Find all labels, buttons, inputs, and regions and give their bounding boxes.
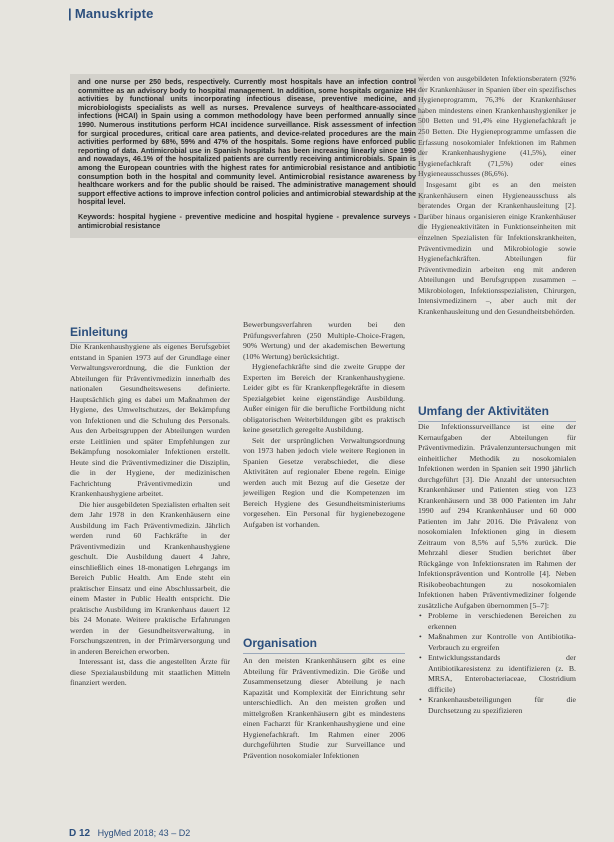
header-bar: | <box>68 6 72 21</box>
journal-citation: HygMed 2018; 43 – D2 <box>97 828 191 838</box>
column-einleitung <box>70 342 230 689</box>
column-umfang <box>418 422 576 716</box>
header-title: Manuskripte <box>74 6 154 21</box>
heading-organisation: Organisation <box>243 636 405 654</box>
heading-umfang: Umfang der Aktivitäten <box>418 404 576 422</box>
list-item: • Probleme in verschiedenen Bereichen zu erkennen <box>428 611 576 632</box>
right-top-paragraph-2: Insgesamt gibt es an den meisten Krankenhäusern einen Hygieneausschuss als beratendes Organ der Krankenhausleitung [2]. Darüber hinaus organisieren einige Krankenhäuser die Hygieneaktivitäten in Funktionseinheiten mit einzelnen Spezialisten für Infektionskrankheiten, Präventivmedizin und Mikrobiologie sowie Hygienefachkräften. Abteilungen für Präventivmedizin arbeiten eng mit anderen Abteilungen und Berufsgruppen zusammen – Mikrobiologen, Infektionsspezialisten, Chirurgen, Intensivmedizinern –, aber auch mit der Krankenhausleitung und den Gesundheitsbehörden. <box>418 179 576 317</box>
middle-paragraph-2: Hygienefachkräfte sind die zweite Gruppe der Experten im Bereich der Krankenhaushygiene. Leider gibt es für Krankenpflegekräfte in diesem Spezialgebiet keine eigenständige Ausbildung. Außer einigen für die berufliche Fortbildung nicht obligatorischen Weiterbildungen gibt es praktisch keine gesetzlich geregelte Ausbildung. <box>243 362 405 434</box>
section-header <box>68 6 154 21</box>
page-number: D 12 <box>69 828 91 839</box>
right-column-top <box>418 74 576 318</box>
column-middle <box>243 320 405 530</box>
einleitung-paragraph-1: Die Krankenhaushygiene als eigenes Berufsgebiet entstand in Spanien 1973 auf der Grundlage einer Verwaltungsverordnung, die die Funktion der Abteilungen für Präventivmedizin innerhalb des nationalen Gesundheitswesens definierte. Hauptsächlich ging es dabei um Maßnahmen der Hygiene, des Umweltschutzes, der Bekämpfung von Infektionen und die Schulung des Personals. Aus den Arbeitsgruppen der Abteilungen wurden erste Leitlinien und später Empfehlungen zur Bekämpfung nosokomialer Infektionen erstellt. Heute sind die Präventivmediziner die Disziplin, die in der Hygiene, der medizinischen Fachrichtung Präventivmedizin und Krankenhaushygiene arbeitet. <box>70 342 230 498</box>
column-organisation <box>243 656 405 761</box>
right-top-paragraph-1: werden von ausgebildeten Infektionsberatern (92% der Krankenhäuser in Spanien über ein spezifisches Hygieneprogramm, 76,3% der Krankenhäuser haben mindestens einen Krankenhaushygieniker je 500 Betten und 91,4% eine Hygienefachkraft je 250 Betten. Die Hygieneprogramme umfassen die Erfassung nosokomialer Infektionen im Rahmen der Krankenhaushygiene (41,5%), einer Hygienefachkraft (71,5%) oder eines Hygieneausschusses (86,6%). <box>418 74 576 179</box>
list-item: • Maßnahmen zur Kontrolle von Antibiotika-Verbrauch zu ergreifen <box>428 632 576 653</box>
abstract-box <box>70 74 424 238</box>
keywords-text: hospital hygiene - preventive medicine and hospital hygiene - prevalence surveys - antimicrobial resistance <box>78 211 417 230</box>
keywords-label: Keywords: <box>78 211 115 221</box>
umfang-list <box>418 611 576 716</box>
heading-einleitung: Einleitung <box>70 325 230 343</box>
middle-paragraph-1: Bewerbungsverfahren wurden bei den Prüfungsverfahren (250 Multiple-Choice-Fragen, 90% Wertung) und der akademischen Bewertung (10% Wertung) berücksichtigt. <box>243 320 405 361</box>
middle-paragraph-3: Seit der ursprünglichen Verwaltungsordnung von 1973 haben jedoch viele weitere Regionen in Spanien Gesetze verabschiedet, die diese Aktivitäten auf regionaler Ebene regeln. Einige werden auch mit Bezug auf die Gesetze der jeweiligen Region und die Kompetenzen im Bereich Hygiene des Gesundheitsministeriums vorgesehen. Ein Personal für hygienebezogene Aufgaben ist vorhanden. <box>243 435 405 529</box>
page-footer <box>69 828 190 839</box>
einleitung-paragraph-3: Interessant ist, dass die angestellten Ärzte für diese Spezialausbildung mit staatlichen Mitteln finanziert werden. <box>70 657 230 687</box>
einleitung-paragraph-2: Die hier ausgebildeten Spezialisten erhalten seit dem Jahr 1978 in den Krankenhäusern eine Ausbildung im Fach Präventivmedizin. Jährlich werden rund 60 Fachkräfte in der Präventivmedizin und Krankenhaushygiene geschult. Die Ausbildung dauert 4 Jahre, einschließlich eines 18-monatigen Lehrgangs im Bereich Public Health. Am Ende steht ein praktischer Einsatz und eine Abschlussarbeit, die einem Master in Public Health entspricht. Die praktische Ausbildung im Krankenhaus dauert 12 bis 24 Monate. Weitere praktische Erfahrungen werden in der Gesundheitsverwaltung, in Forschungszentren, in der Primärversorgung und in anderen Bereichen erworben. <box>70 499 230 656</box>
list-item: • Krankenhausbeteiligungen für die Durchsetzung zu spezifizieren <box>428 695 576 716</box>
abstract-text: and one nurse per 250 beds, respectively. Currently most hospitals have an infection control committee as an advisory body to hospital management. In addition, some hospitals organize HH activities by functional units incorporating infectious disease, preventive medicine, and microbiologists specialists as well as nurses. Prevalence surveys of healthcare-associated infections (HCAI) in Spain using a common methodology have been performed annually since 1990. Numerous institutions perform HCAI incidence surveillance. Risk assessment of infection for surgical procedures, critical care area patients, and device-related procedures are the main activities performed by 68%, 59% and 47% of the hospitals. Some regions have enforced public reporting of data. Antimicrobial use in Spanish hospitals has been increasing linearly since 1990 and nowadays, 46.1% of the hospitalized patients are currently receiving antimicrobials. Spain is among the European countries with the highest rates for antimicrobial resistance and antibiotic consumption both in the hospital and community level. Antimicrobial resistance awareness by healthcare workers and for the public should be raised. The administrative management should support effective actions to improve infection control policies and antimicrobial stewardship at the hospital level. <box>78 77 416 207</box>
list-item: • Entwicklungsstandards der Antibiotikaresistenz zu identifizieren (z. B. MRSA, Enterobacteriaceae, Clostridium difficile) <box>428 653 576 695</box>
umfang-paragraph-1: Die Infektionssurveillance ist eine der Kernaufgaben der Abteilungen für Präventivmedizin. Prävalenzuntersuchungen mit einheitlicher Methodik zu nosokomialen Infektionen werden in Spanien seit 1990 jährlich durchgeführt [3]. Die Anzahl der untersuchten Krankenhäuser und Patienten stieg von 123 Krankenhäusern und 38 000 Patienten im Jahr 1990 auf 294 Krankenhäuser und 60 000 Patienten im Jahr 2016. Die Prävalenz von nosokomialen Infektionen ging in diesem Zeitraum von 8,5% auf 5,5% zurück. Die Mehrzahl dieser Studien berichtet über Rückgänge von Infektionsraten im Rahmen der Infektionsprävention und Kontrolle [4]. Neben Risikobeobachtungen zu nosokomialen Infektionen haben Präventivmediziner folgende zusätzliche Aufgaben übernommen [5–7]: <box>418 422 576 610</box>
organisation-paragraph-1: An den meisten Krankenhäusern gibt es eine Abteilung für Präventivmedizin. Die Größe und Zusammensetzung dieser Abteilung je nach Kapazität und Komplexität der Einrichtung sehr unterschiedlich. An den meisten großen und mittelgroßen Krankenhäusern gibt es mindestens einen Facharzt für Krankenhaushygiene und eine Hygienefachkraft. Im Rahmen einer 2006 durchgeführten Studie zur Surveillance und Prävention nosokomialer Infektionen <box>243 656 405 760</box>
keywords <box>78 213 416 230</box>
